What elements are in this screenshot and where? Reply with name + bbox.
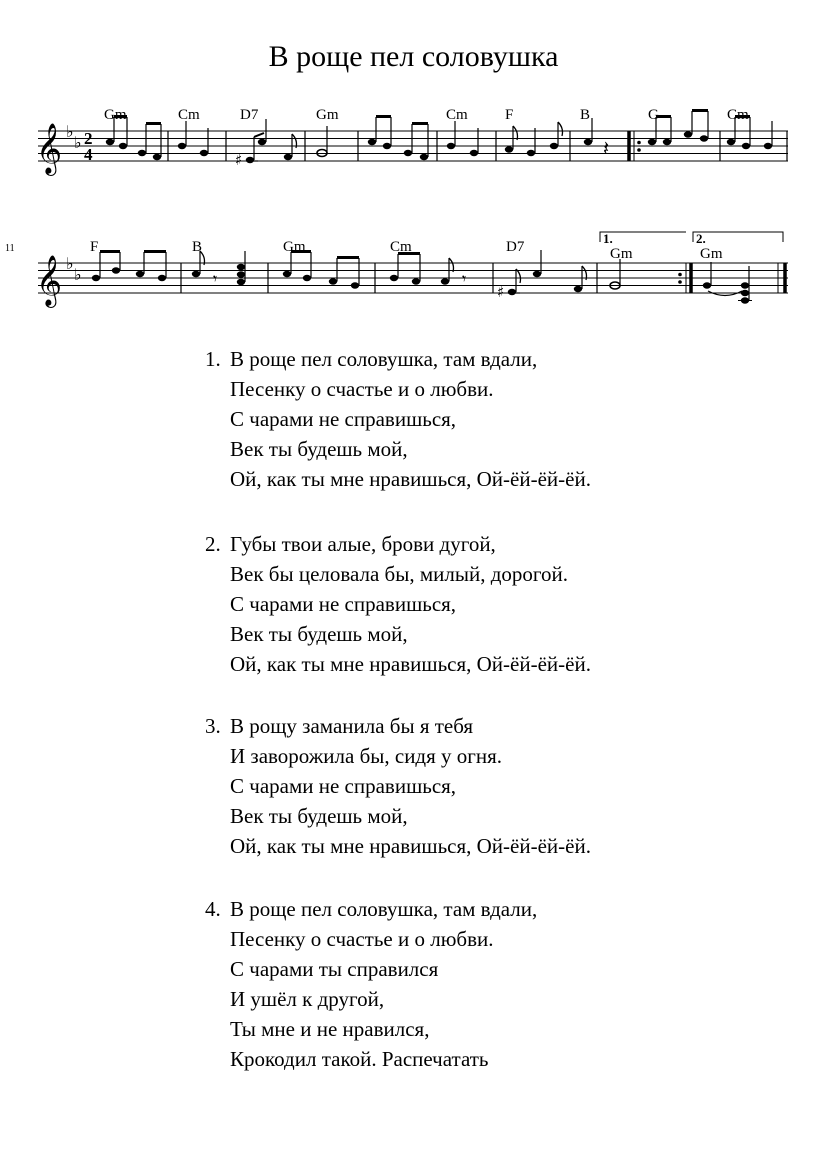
measure-11-notes	[92, 250, 166, 281]
eighth-rest-icon: 𝄾	[462, 269, 467, 288]
verse-number: 4.	[205, 897, 221, 921]
flat-icon: ♭	[66, 122, 74, 141]
verse-line: 2. Губы твои алые, брови дугой,	[205, 529, 591, 559]
verse-line: Песенку о счастье и о любви.	[230, 377, 494, 401]
chord-symbol: D7	[506, 239, 525, 255]
time-signature-top: 2	[84, 129, 93, 148]
measure-7-notes	[505, 122, 563, 156]
measure-13-notes	[283, 250, 359, 289]
verse-line: Век ты будешь мой,	[230, 437, 408, 461]
measure-number: 11	[5, 243, 15, 254]
verse-line: С чарами не справишься,	[230, 592, 457, 616]
verse-line: Крокодил такой. Распечатать	[230, 1047, 489, 1071]
sharp-icon: ♯	[497, 283, 505, 301]
quarter-rest-icon: 𝄽	[603, 136, 610, 160]
measure-12-notes	[192, 251, 245, 288]
sheet-music-score	[0, 0, 827, 330]
chord-symbol: F	[505, 107, 514, 123]
verse-line: Век ты будешь мой,	[230, 622, 408, 646]
flat-icon: ♭	[66, 254, 74, 273]
staff-system-1	[36, 107, 788, 176]
verse-line: 3. В рощу заманила бы я тебя	[205, 711, 591, 741]
volta-2-label: 2.	[696, 231, 706, 246]
verse-line: С чарами не справишься,	[230, 774, 457, 798]
volta-1-bracket	[600, 232, 686, 242]
chord-symbol: B	[192, 239, 203, 255]
chord-symbol: Gm	[104, 107, 127, 123]
sharp-icon: ♯	[235, 151, 243, 169]
verse-line: С чарами не справишься,	[230, 407, 457, 431]
treble-clef-icon: 𝄞	[36, 255, 63, 306]
verse-2	[205, 529, 591, 679]
flat-icon: ♭	[74, 265, 82, 284]
chord-symbol: B	[580, 107, 591, 123]
verse-3	[205, 711, 591, 861]
verse-line: И ушёл к другой,	[230, 987, 385, 1011]
verse-line: Песенку о счастье и о любви.	[230, 927, 494, 951]
chord-symbol: Gm	[283, 239, 306, 255]
chord-symbol: Gm	[316, 107, 339, 123]
chord-symbol: Gm	[700, 246, 723, 262]
treble-clef-icon: 𝄞	[36, 123, 63, 174]
verse-number: 3.	[205, 714, 221, 738]
verse-line: 4. В роще пел соловушка, там вдали,	[205, 894, 537, 924]
volta-1-label: 1.	[603, 231, 613, 246]
verse-line: Век бы целовала бы, милый, дорогой.	[230, 562, 568, 586]
verse-line: И заворожила бы, сидя у огня.	[230, 744, 503, 768]
verse-line: С чарами ты справился	[230, 957, 439, 981]
chord-symbol: Cm	[178, 107, 200, 123]
chord-symbol: Gm	[610, 246, 633, 262]
measure-17-notes	[703, 262, 752, 304]
verse-number: 2.	[205, 532, 221, 556]
time-signature-bottom: 4	[84, 145, 93, 164]
chord-symbol: Cm	[727, 107, 749, 123]
chord-symbol: D7	[240, 107, 259, 123]
verse-line: Ты мне и не нравился,	[230, 1017, 430, 1041]
verse-line: Ой, как ты мне нравишься, Ой-ёй-ёй-ёй.	[230, 652, 591, 676]
verse-4	[205, 894, 537, 1074]
eighth-rest-icon: 𝄾	[213, 269, 218, 288]
verse-line: Ой, как ты мне нравишься, Ой-ёй-ёй-ёй.	[230, 834, 591, 858]
staff-system-2	[5, 231, 788, 308]
page-title: В роще пел соловушка	[268, 40, 559, 73]
volta-2-bracket	[693, 232, 783, 242]
verse-1	[205, 344, 591, 494]
chord-symbol: Cm	[446, 107, 468, 123]
chord-symbol: G	[648, 107, 659, 123]
verse-line: Ой, как ты мне нравишься, Ой-ёй-ёй-ёй.	[230, 467, 591, 491]
verse-line: 1. В роще пел соловушка, там вдали,	[205, 344, 591, 374]
verse-number: 1.	[205, 347, 221, 371]
chord-symbol: F	[90, 239, 99, 255]
verse-line: Век ты будешь мой,	[230, 804, 408, 828]
flat-icon: ♭	[74, 133, 82, 152]
chord-symbol: Cm	[390, 239, 412, 255]
